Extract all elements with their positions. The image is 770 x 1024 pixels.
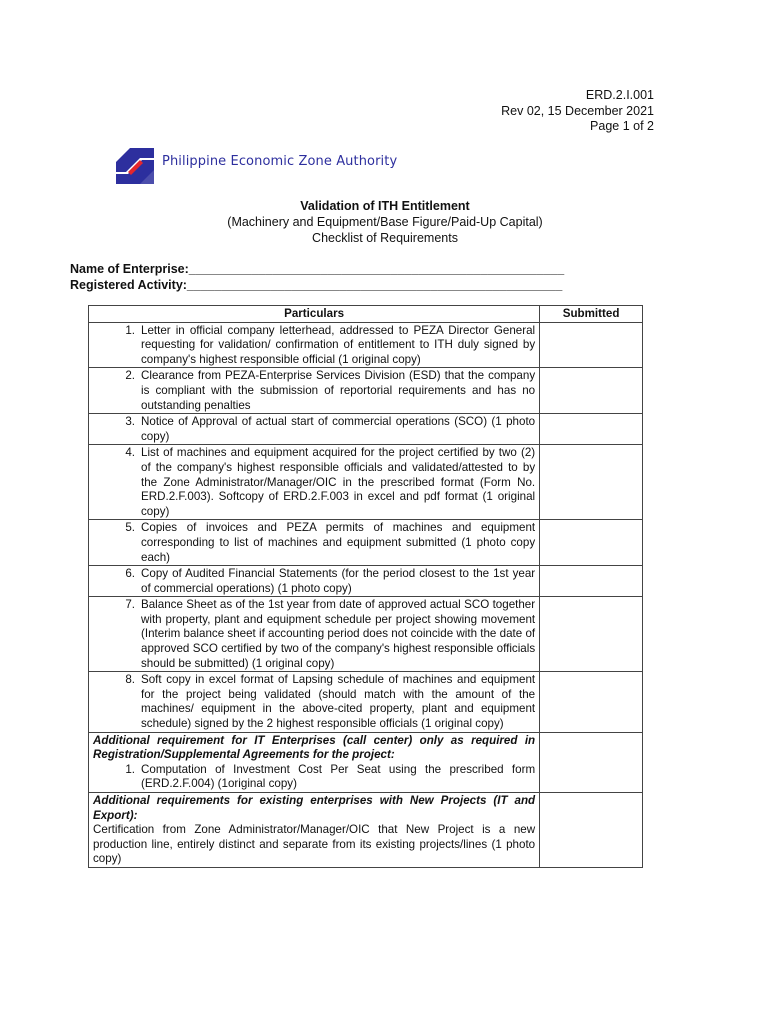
requirements-table xyxy=(88,305,643,868)
table-row xyxy=(89,672,643,732)
table-row xyxy=(89,520,643,566)
document-revision: Rev 02, 15 December 2021 xyxy=(501,103,654,118)
item-text: Certification from Zone Administrator/Manager/OIC that New Project is a new production line, entirely distinct and separate from its existing projects/lines (1 photo copy) xyxy=(93,823,536,866)
peza-logo-icon xyxy=(116,148,154,184)
table-header-row xyxy=(89,306,643,323)
table-row xyxy=(89,597,643,672)
item-text: Computation of Investment Cost Per Seat using the prescribed form (ERD.2.F.004) (1original copy) xyxy=(141,762,536,791)
item-number: 6. xyxy=(125,567,135,581)
organization-name: Philippine Economic Zone Authority xyxy=(162,154,398,169)
submitted-cell xyxy=(540,793,643,868)
item-number: 5. xyxy=(125,521,135,535)
registered-activity-field: Registered Activity:______________________________________________________ xyxy=(70,277,563,292)
document-title: Validation of ITH Entitlement xyxy=(300,199,470,213)
enterprise-fields xyxy=(70,262,564,293)
enterprise-name-field: Name of Enterprise:______________________________________________________ xyxy=(70,262,565,276)
submitted-cell xyxy=(540,672,643,732)
item-text: Copies of invoices and PEZA permits of machines and equipment corresponding to list of machines and equipment submitted (1 photo copy each) xyxy=(141,521,536,564)
document-titles xyxy=(0,198,770,246)
item-number: 8. xyxy=(125,673,135,687)
submitted-cell xyxy=(540,566,643,597)
item-text: Soft copy in excel format of Lapsing schedule of machines and equipment for the project being validated (should match with the amount of the machines/ equipment in the above-cited property, plant and equipment schedule) signed by the 2 highest responsible officials (1 original copy) xyxy=(141,673,536,731)
table-row xyxy=(89,732,643,792)
particulars-header: Particulars xyxy=(89,306,540,323)
table-row xyxy=(89,414,643,445)
document-subtitle: (Machinery and Equipment/Base Figure/Paid-Up Capital) xyxy=(227,215,543,229)
item-text: Balance Sheet as of the 1st year from date of approved actual SCO together with property, plant and equipment schedule per project showing movement (Interim balance sheet if accounting period does not coincide with the date of approved SCO certified by two of the company's highest responsible officials should be submitted) (1 original copy) xyxy=(141,598,536,670)
item-text: List of machines and equipment acquired for the project certified by two (2) of the company's highest responsible officials and validated/attested to by the Zone Administrator/Manager/OIC in the prescribed format (Form No. ERD.2.F.003). Softcopy of ERD.2.F.003 in excel and pdf format (1 original copy) xyxy=(141,446,536,518)
item-number: 1. xyxy=(125,762,135,776)
table-row xyxy=(89,368,643,414)
item-number: 1. xyxy=(125,323,135,337)
item-text: Letter in official company letterhead, addressed to PEZA Director General requesting for validation/ confirmation of entitlement to ITH duly signed by company's highest responsible official (1 original copy) xyxy=(141,323,536,366)
it-enterprise-heading: Additional requirement for IT Enterprises (call center) only as required in Registration/Supplemental Agreements for the project: xyxy=(93,733,536,762)
item-number: 3. xyxy=(125,415,135,429)
new-project-heading: Additional requirements for existing enterprises with New Projects (IT and Export): xyxy=(93,794,536,822)
item-number: 4. xyxy=(125,446,135,460)
item-text: Copy of Audited Financial Statements (for the period closest to the 1st year of commercial operations) (1 photo copy) xyxy=(141,567,536,595)
item-number: 7. xyxy=(125,598,135,612)
table-row xyxy=(89,566,643,597)
item-text: Notice of Approval of actual start of commercial operations (SCO) (1 photo copy) xyxy=(141,415,536,443)
submitted-cell xyxy=(540,322,643,368)
submitted-cell xyxy=(540,414,643,445)
submitted-cell xyxy=(540,732,643,792)
table-row xyxy=(89,445,643,520)
document-code: ERD.2.I.001 xyxy=(585,88,654,102)
submitted-cell xyxy=(540,520,643,566)
document-subtitle-2: Checklist of Requirements xyxy=(312,231,458,245)
table-row xyxy=(89,793,643,868)
submitted-header: Submitted xyxy=(540,306,643,323)
item-text: Clearance from PEZA-Enterprise Services Division (ESD) that the company is compliant with the submission of reportorial requirements and has no outstanding penalties xyxy=(141,369,536,412)
table-row xyxy=(89,322,643,368)
submitted-cell xyxy=(540,445,643,520)
submitted-cell xyxy=(540,597,643,672)
submitted-cell xyxy=(540,368,643,414)
item-number: 2. xyxy=(125,369,135,383)
document-info xyxy=(501,88,654,135)
page-number: Page 1 of 2 xyxy=(590,119,654,133)
